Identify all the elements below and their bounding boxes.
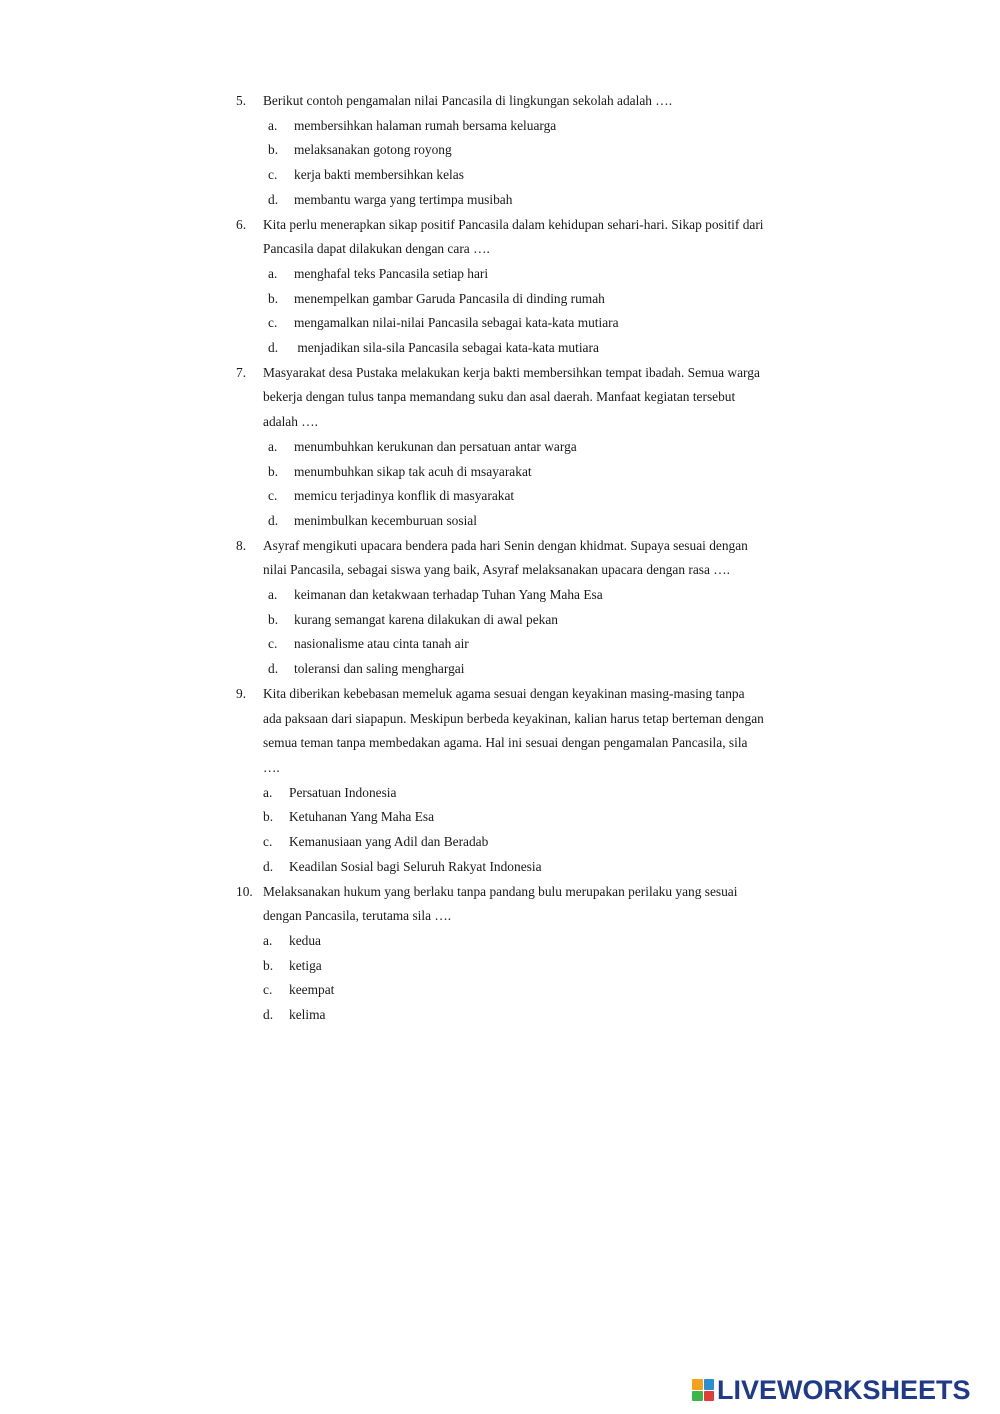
option-c[interactable] — [268, 163, 816, 188]
option-letter: d. — [268, 512, 279, 528]
option-text: Ketuhanan Yang Maha Esa — [289, 809, 435, 825]
option-a[interactable] — [263, 781, 816, 806]
option-text: membersihkan halaman rumah bersama keluarga — [294, 117, 557, 133]
option-letter: a. — [263, 784, 273, 800]
question-text: Melaksanakan hukum yang berlaku tanpa pandang bulu merupakan perilaku yang sesuai dengan Pancasila, terutama sila …. — [263, 883, 738, 924]
option-c[interactable] — [268, 311, 816, 336]
question-5 — [236, 89, 816, 213]
option-text: ketiga — [289, 957, 322, 973]
option-text: Keadilan Sosial bagi Seluruh Rakyat Indonesia — [289, 858, 542, 874]
question-number: 5. — [236, 93, 247, 108]
option-d[interactable] — [263, 1003, 816, 1028]
option-b[interactable] — [263, 805, 816, 830]
option-letter: b. — [263, 809, 274, 825]
liveworksheets-logo — [692, 1372, 971, 1408]
option-text: kelima — [289, 1007, 326, 1023]
option-text: membantu warga yang tertimpa musibah — [294, 191, 513, 207]
option-b[interactable] — [268, 138, 816, 163]
option-list — [263, 929, 816, 1028]
question-10 — [236, 880, 816, 1028]
question-8 — [236, 534, 816, 682]
option-text: toleransi dan saling menghargai — [294, 661, 465, 677]
option-letter: d. — [268, 340, 279, 356]
option-text: kurang semangat karena dilakukan di awal pekan — [294, 611, 558, 627]
option-text: menimbulkan kecemburuan sosial — [294, 512, 477, 528]
option-text: menumbuhkan kerukunan dan persatuan antar warga — [294, 438, 577, 454]
question-list — [236, 89, 816, 1028]
option-d[interactable] — [268, 657, 816, 682]
option-letter: d. — [268, 661, 279, 677]
option-text: menjadikan sila-sila Pancasila sebagai kata-kata mutiara — [294, 340, 599, 356]
option-letter: b. — [268, 611, 279, 627]
option-letter: b. — [268, 142, 279, 158]
option-c[interactable] — [263, 830, 816, 855]
logo-square-3 — [692, 1391, 703, 1402]
option-b[interactable] — [268, 460, 816, 485]
question-7 — [236, 361, 816, 534]
option-a[interactable] — [263, 929, 816, 954]
option-letter: d. — [263, 1007, 274, 1023]
question-number: 10. — [236, 883, 253, 899]
option-text: menumbuhkan sikap tak acuh di msayarakat — [294, 463, 532, 479]
option-text: keimanan dan ketakwaan terhadap Tuhan Yang Maha Esa — [294, 587, 603, 603]
logo-square-4 — [704, 1391, 715, 1402]
option-c[interactable] — [268, 632, 816, 657]
option-letter: a. — [268, 265, 278, 281]
option-d[interactable] — [268, 336, 816, 361]
option-c[interactable] — [263, 978, 816, 1003]
option-text: kedua — [289, 932, 321, 948]
option-c[interactable] — [268, 484, 816, 509]
option-letter: c. — [268, 167, 278, 183]
option-text: melaksanakan gotong royong — [294, 142, 452, 158]
question-text: Berikut contoh pengamalan nilai Pancasila di lingkungan sekolah adalah …. — [263, 93, 673, 108]
question-number: 9. — [236, 685, 247, 701]
option-letter: c. — [268, 315, 278, 331]
question-text: Kita perlu menerapkan sikap positif Pancasila dalam kehidupan sehari-hari. Sikap positif dari Pancasila dapat dilakukan dengan cara …. — [263, 216, 764, 257]
option-text: menghafal teks Pancasila setiap hari — [294, 265, 489, 281]
question-6 — [236, 213, 816, 361]
option-letter: d. — [268, 191, 279, 207]
option-letter: a. — [268, 117, 278, 133]
option-letter: c. — [268, 636, 278, 652]
question-text: Kita diberikan kebebasan memeluk agama sesuai dengan keyakinan masing-masing tanpa ada paksaan dari siapapun. Meskipun berbeda keyakinan, kalian harus tetap berteman dengan semua teman tanpa membedakan agama. Hal ini sesuai dengan pengamalan Pancasila, sila …. — [263, 685, 764, 775]
option-letter: c. — [263, 834, 273, 850]
option-text: keempat — [289, 982, 335, 998]
question-text: Asyraf mengikuti upacara bendera pada hari Senin dengan khidmat. Supaya sesuai dengan nilai Pancasila, sebagai siswa yang baik, Asyraf melaksanakan upacara dengan rasa …. — [263, 537, 748, 578]
option-list — [263, 781, 816, 880]
option-list — [263, 114, 816, 213]
logo-text: LIVEWORKSHEETS — [717, 1375, 971, 1405]
option-a[interactable] — [268, 114, 816, 139]
option-text: Kemanusiaan yang Adil dan Beradab — [289, 834, 489, 850]
option-b[interactable] — [268, 608, 816, 633]
option-d[interactable] — [268, 509, 816, 534]
question-text: Masyarakat desa Pustaka melakukan kerja bakti membersihkan tempat ibadah. Semua warga bekerja dengan tulus tanpa memandang suku dan asal daerah. Manfaat kegiatan tersebut adalah …. — [263, 364, 760, 430]
question-number: 8. — [236, 537, 247, 553]
option-text: mengamalkan nilai-nilai Pancasila sebagai kata-kata mutiara — [294, 315, 619, 331]
question-number: 7. — [236, 364, 247, 380]
question-number: 6. — [236, 216, 247, 232]
option-letter: b. — [263, 957, 274, 973]
option-list — [263, 262, 816, 361]
option-letter: a. — [268, 438, 278, 454]
option-list — [263, 583, 816, 682]
option-d[interactable] — [263, 855, 816, 880]
option-text: Persatuan Indonesia — [289, 784, 397, 800]
option-text: kerja bakti membersihkan kelas — [294, 167, 464, 183]
option-text: memicu terjadinya konflik di masyarakat — [294, 488, 515, 504]
option-letter: c. — [263, 982, 273, 998]
option-letter: a. — [263, 932, 273, 948]
option-d[interactable] — [268, 188, 816, 213]
option-a[interactable] — [268, 435, 816, 460]
option-letter: b. — [268, 463, 279, 479]
option-text: menempelkan gambar Garuda Pancasila di dinding rumah — [294, 290, 605, 306]
option-b[interactable] — [268, 287, 816, 312]
option-a[interactable] — [268, 262, 816, 287]
logo-square-2 — [704, 1379, 715, 1390]
logo-square-1 — [692, 1379, 703, 1390]
liveworksheets-logo-icon — [692, 1379, 714, 1401]
option-list — [263, 435, 816, 534]
option-letter: d. — [263, 858, 274, 874]
option-text: nasionalisme atau cinta tanah air — [294, 636, 469, 652]
question-9 — [236, 682, 816, 880]
option-a[interactable] — [268, 583, 816, 608]
option-letter: c. — [268, 488, 278, 504]
option-b[interactable] — [263, 954, 816, 979]
option-letter: a. — [268, 587, 278, 603]
option-letter: b. — [268, 290, 279, 306]
